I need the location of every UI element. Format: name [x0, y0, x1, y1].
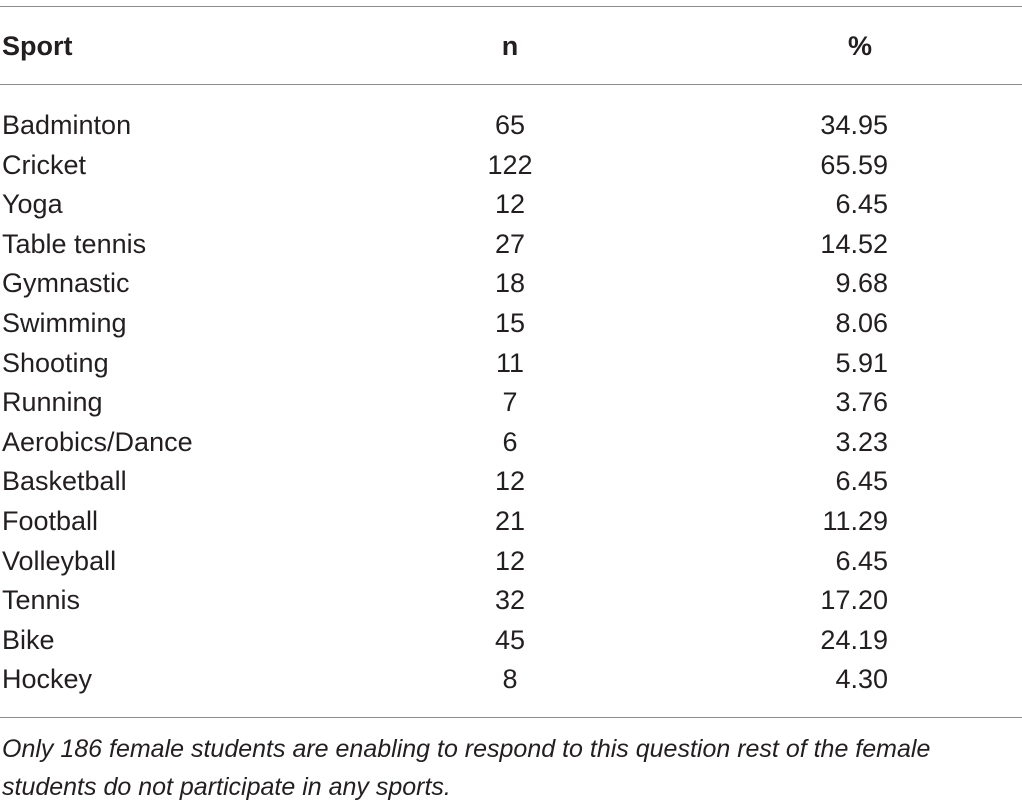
header-percent: % [847, 31, 872, 61]
cell-sport: Bike [2, 624, 55, 655]
cell-n: 7 [502, 387, 518, 418]
table-row [0, 146, 1022, 186]
cell-percent: 14.52 [820, 228, 888, 259]
cell-sport: Yoga [2, 189, 63, 220]
cell-sport: Shooting [2, 347, 109, 378]
cell-sport: Basketball [2, 466, 127, 497]
table-row [0, 621, 1022, 661]
table-row [0, 423, 1022, 463]
cell-sport: Hockey [2, 664, 93, 695]
table-row [0, 304, 1022, 344]
cell-percent: 6.45 [835, 545, 888, 576]
table-row [0, 383, 1022, 423]
cell-percent: 24.19 [820, 624, 888, 655]
header-sport: Sport [2, 31, 73, 61]
cell-percent: 17.20 [820, 585, 888, 616]
table-row [0, 502, 1022, 542]
table-row [0, 581, 1022, 621]
cell-sport: Badminton [2, 110, 132, 140]
table-row [0, 185, 1022, 225]
table-header-rule [0, 84, 1022, 85]
table-body [0, 106, 1022, 700]
table-row [0, 106, 1022, 146]
cell-sport: Volleyball [2, 545, 117, 576]
table-row [0, 344, 1022, 384]
cell-sport: Tennis [2, 585, 81, 616]
cell-percent: 34.95 [820, 110, 888, 140]
cell-n: 15 [494, 307, 526, 338]
table-row [0, 225, 1022, 265]
cell-percent: 8.06 [835, 307, 888, 338]
cell-n: 8 [502, 664, 518, 695]
cell-sport: Cricket [2, 149, 87, 180]
cell-n: 32 [494, 585, 526, 616]
table-row [0, 264, 1022, 304]
cell-sport: Gymnastic [2, 268, 130, 299]
cell-percent: 3.23 [835, 426, 888, 457]
cell-n: 65 [494, 110, 526, 140]
cell-n: 6 [502, 426, 518, 457]
cell-percent: 5.91 [835, 347, 888, 378]
cell-n: 12 [494, 189, 526, 220]
table-row [0, 660, 1022, 700]
cell-percent: 3.76 [835, 387, 888, 418]
table-row [0, 462, 1022, 502]
cell-n: 45 [494, 624, 526, 655]
table-header-row [0, 24, 1022, 68]
cell-percent: 6.45 [835, 189, 888, 220]
cell-sport: Table tennis [2, 228, 147, 259]
table-row [0, 542, 1022, 582]
cell-sport: Swimming [2, 307, 127, 338]
cell-percent: 65.59 [820, 149, 888, 180]
cell-sport: Running [2, 387, 103, 418]
cell-n: 18 [494, 268, 526, 299]
cell-n: 27 [494, 228, 526, 259]
cell-n: 11 [495, 347, 525, 378]
table-top-rule [0, 6, 1022, 7]
cell-sport: Football [2, 505, 99, 536]
table-footnote: Only 186 female students are enabling to respond to this question rest of the female students do not participate in any sports. [2, 735, 931, 801]
cell-n: 12 [494, 545, 526, 576]
cell-n: 122 [487, 149, 533, 180]
cell-percent: 6.45 [835, 466, 888, 497]
cell-n: 12 [494, 466, 526, 497]
cell-sport: Aerobics/Dance [2, 426, 193, 457]
cell-percent: 9.68 [835, 268, 888, 299]
header-n: n [501, 31, 519, 61]
cell-percent: 11.29 [822, 505, 888, 536]
cell-percent: 4.30 [835, 664, 888, 695]
table-bottom-rule [0, 717, 1022, 718]
cell-n: 21 [494, 505, 526, 536]
